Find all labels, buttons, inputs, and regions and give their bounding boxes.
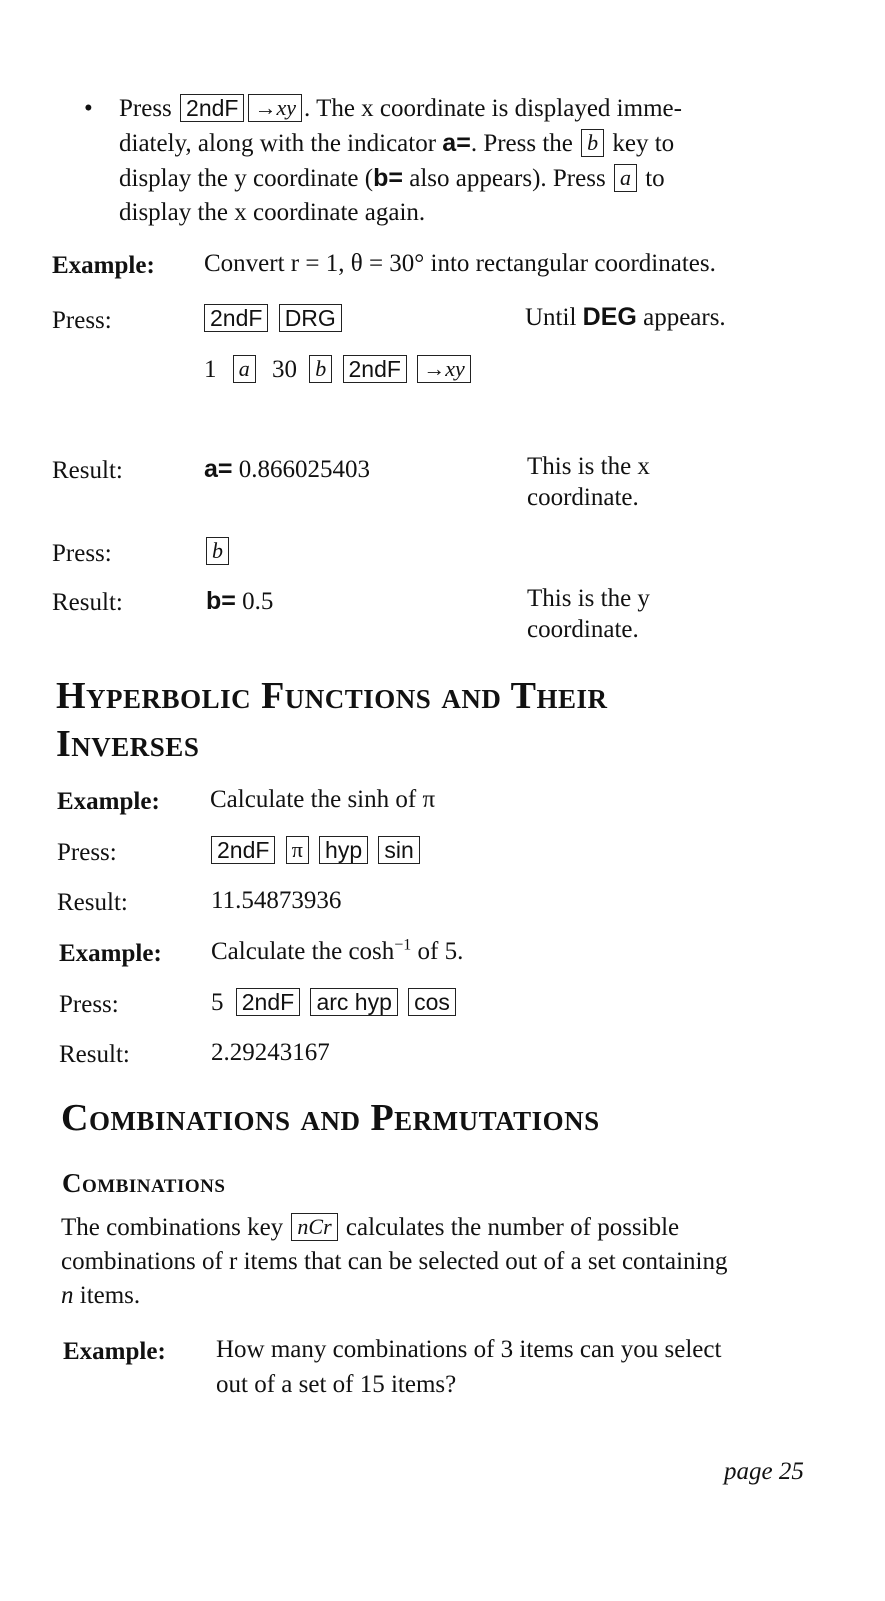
section-heading: Hyperbolic Functions and Their Inverses bbox=[56, 675, 608, 765]
press-label: Press: bbox=[57, 839, 117, 866]
bullet-line-3: display the y coordinate (b= also appears). Press a to bbox=[119, 164, 665, 192]
example-label: Example: bbox=[63, 1338, 166, 1365]
example-text: Calculate the sinh of π bbox=[210, 786, 436, 813]
key-arc-hyp: arc hyp bbox=[310, 988, 397, 1016]
result-label: Result: bbox=[52, 457, 123, 484]
paragraph-line-2: combinations of r items that can be selected out of a set containing bbox=[61, 1248, 728, 1275]
key-b: b bbox=[581, 129, 604, 157]
press-keys: 5 2ndF arc hyp cos bbox=[211, 986, 458, 1020]
result-label: Result: bbox=[59, 1041, 130, 1068]
press-label: Press: bbox=[52, 307, 112, 334]
key-a: a bbox=[233, 355, 256, 383]
bullet-paragraph bbox=[119, 92, 799, 230]
press-keys bbox=[206, 535, 231, 569]
indicator-b: b= bbox=[373, 164, 403, 192]
example-text: Convert r = 1, θ = 30° into rectangular coordinates. bbox=[204, 250, 716, 277]
bullet-line-1: Press 2ndF →xy . The x coordinate is displayed imme- bbox=[119, 95, 682, 122]
key-drg: DRG bbox=[279, 304, 342, 332]
subsection-heading: Combinations bbox=[62, 1168, 226, 1198]
deg-indicator: DEG bbox=[582, 303, 637, 331]
result-label: Result: bbox=[57, 889, 128, 916]
key-2ndf: 2ndF bbox=[204, 304, 268, 332]
example-label: Example: bbox=[52, 252, 155, 279]
bullet-line-4: display the x coordinate again. bbox=[119, 199, 426, 226]
result-value: 2.29243167 bbox=[211, 1039, 330, 1066]
bullet-symbol: • bbox=[84, 95, 93, 122]
key-b: b bbox=[309, 355, 332, 383]
key-hyp: hyp bbox=[319, 836, 368, 864]
result-note: This is the x coordinate. bbox=[527, 453, 650, 511]
key-pi: π bbox=[286, 836, 309, 864]
example-text: How many combinations of 3 items can you select out of a set of 15 items? bbox=[216, 1336, 722, 1398]
press-note: Until DEG appears. bbox=[525, 303, 726, 331]
bullet-line-2: diately, along with the indicator a=. Press the b key to bbox=[119, 129, 675, 157]
press-keys-row2: 1 a 30 b 2ndF →xy bbox=[204, 353, 473, 387]
press-label: Press: bbox=[52, 540, 112, 567]
result-note: This is the y coordinate. bbox=[527, 585, 650, 643]
indicator-b: b= bbox=[206, 587, 236, 615]
paragraph-line-1: The combinations key nCr calculates the number of possible bbox=[61, 1214, 680, 1241]
key-2ndf: 2ndF bbox=[211, 836, 275, 864]
combinations-paragraph bbox=[61, 1211, 803, 1313]
press-keys-row1 bbox=[204, 302, 344, 336]
indicator-a: a= bbox=[442, 129, 471, 157]
key-to-xy: →xy bbox=[417, 355, 471, 383]
key-2ndf: 2ndF bbox=[180, 94, 244, 122]
result-value: b= 0.5 bbox=[206, 587, 274, 615]
example-label: Example: bbox=[59, 940, 162, 967]
example-label: Example: bbox=[57, 788, 160, 815]
key-sin: sin bbox=[378, 836, 419, 864]
key-to-xy: →xy bbox=[248, 94, 302, 122]
example-text: Calculate the $\cosh^{-1}$ of 5. bbox=[211, 936, 464, 965]
press-keys bbox=[211, 834, 422, 868]
key-b: b bbox=[206, 537, 229, 565]
key-a: a bbox=[614, 164, 637, 192]
result-value: a= 0.866025403 bbox=[204, 455, 371, 483]
paragraph-line-3: n items. bbox=[61, 1282, 141, 1309]
key-ncr: nCr bbox=[291, 1213, 337, 1241]
indicator-a: a= bbox=[204, 455, 233, 483]
page-number: page 25 bbox=[724, 1458, 804, 1485]
section-heading: Combinations and Permutations bbox=[61, 1097, 600, 1139]
key-2ndf: 2ndF bbox=[236, 988, 300, 1016]
result-value: 11.54873936 bbox=[211, 887, 342, 914]
press-label: Press: bbox=[59, 991, 119, 1018]
key-2ndf: 2ndF bbox=[343, 355, 407, 383]
result-label: Result: bbox=[52, 589, 123, 616]
key-cos: cos bbox=[408, 988, 456, 1016]
